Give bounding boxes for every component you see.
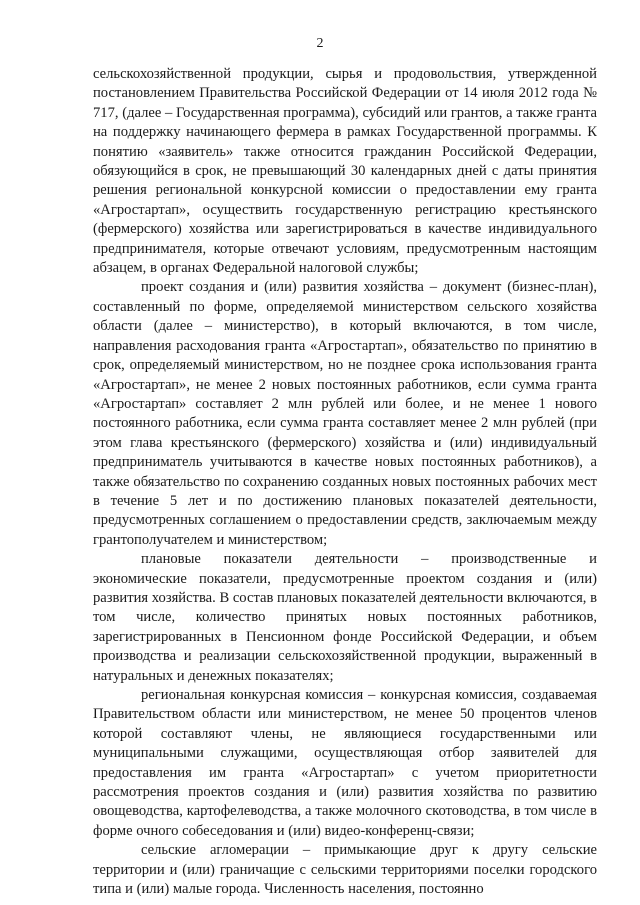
paragraph: плановые показатели деятельности – производственные и экономические показатели, предусмотренные проектом создания и (или) развития хозяйства. В состав плановых показателей деятельности включаются, в том числе, количество принятых новых постоянных работников, зарегистрированных в Пенсионном фонде Российской Федерации, и объем производства и реализации сельскохозяйственной продукции, выраженный в натуральных и денежных показателях; (93, 551, 597, 684)
page-number: 2 (316, 36, 324, 51)
paragraph: региональная конкурсная комиссия – конкурсная комиссия, создаваемая Правительством области или министерством, не менее 50 процентов членов которой составляют члены, не являющиеся государственными или муниципальными служащими, осуществляющая отбор заявителей для предоставления им гранта «Агростартап» с учетом приоритетности рассмотрения проектов создания и (или) развития хозяйства по развитию овощеводства, картофелеводства, а также молочного скотоводства, в том числе в форме очного собеседования и (или) видео-конференц-связи; (93, 687, 597, 839)
paragraph: сельскохозяйственной продукции, сырья и продовольствия, утвержденной постановлением Правительства Российской Федерации от 14 июля 2012 года № 717, (далее – Государственная программа), субсидий или грантов, а также гранта на поддержку начинающего фермера в рамках Государственной программы. К понятию «заявитель» также относится гражданин Российской Федерации, обязующийся в срок, не превышающий 30 календарных дней с даты принятия решения региональной конкурсной комиссии о предоставлении ему гранта «Агростартап», осуществить государственную регистрацию крестьянского (фермерского) хозяйства или зарегистрироваться в качестве индивидуального предпринимателя, которые отвечают условиям, предусмотренным настоящим абзацем, в органах Федеральной налоговой службы; (93, 66, 597, 277)
paragraph: сельские агломерации – примыкающие друг к другу сельские территории и (или) граничащие с сельскими территориями поселки городского типа и (или) малые города. Численность населения, постоянно (93, 842, 597, 898)
document-body (93, 65, 597, 899)
paragraph: проект создания и (или) развития хозяйства – документ (бизнес-план), составленный по форме, определяемой министерством сельского хозяйства области (далее – министерство), в который включаются, в том числе, направления расходования гранта «Агростартап», обязательство по принятию в срок, определяемый министерством, но не позднее срока использования гранта «Агростартап», не менее 2 новых постоянных работников, если сумма гранта «Агростартап» составляет 2 млн рублей или более, и не менее 1 нового постоянного работника, если сумма гранта составляет менее 2 млн рублей (при этом глава крестьянского (фермерского) хозяйства и (или) индивидуальный предприниматель учитываются в качестве новых постоянных работников), а также обязательство по сохранению созданных новых постоянных рабочих мест в течение 5 лет и по достижению плановых показателей деятельности, предусмотренных соглашением о предоставлении средств, заключаемым между грантополучателем и министерством; (93, 279, 597, 548)
